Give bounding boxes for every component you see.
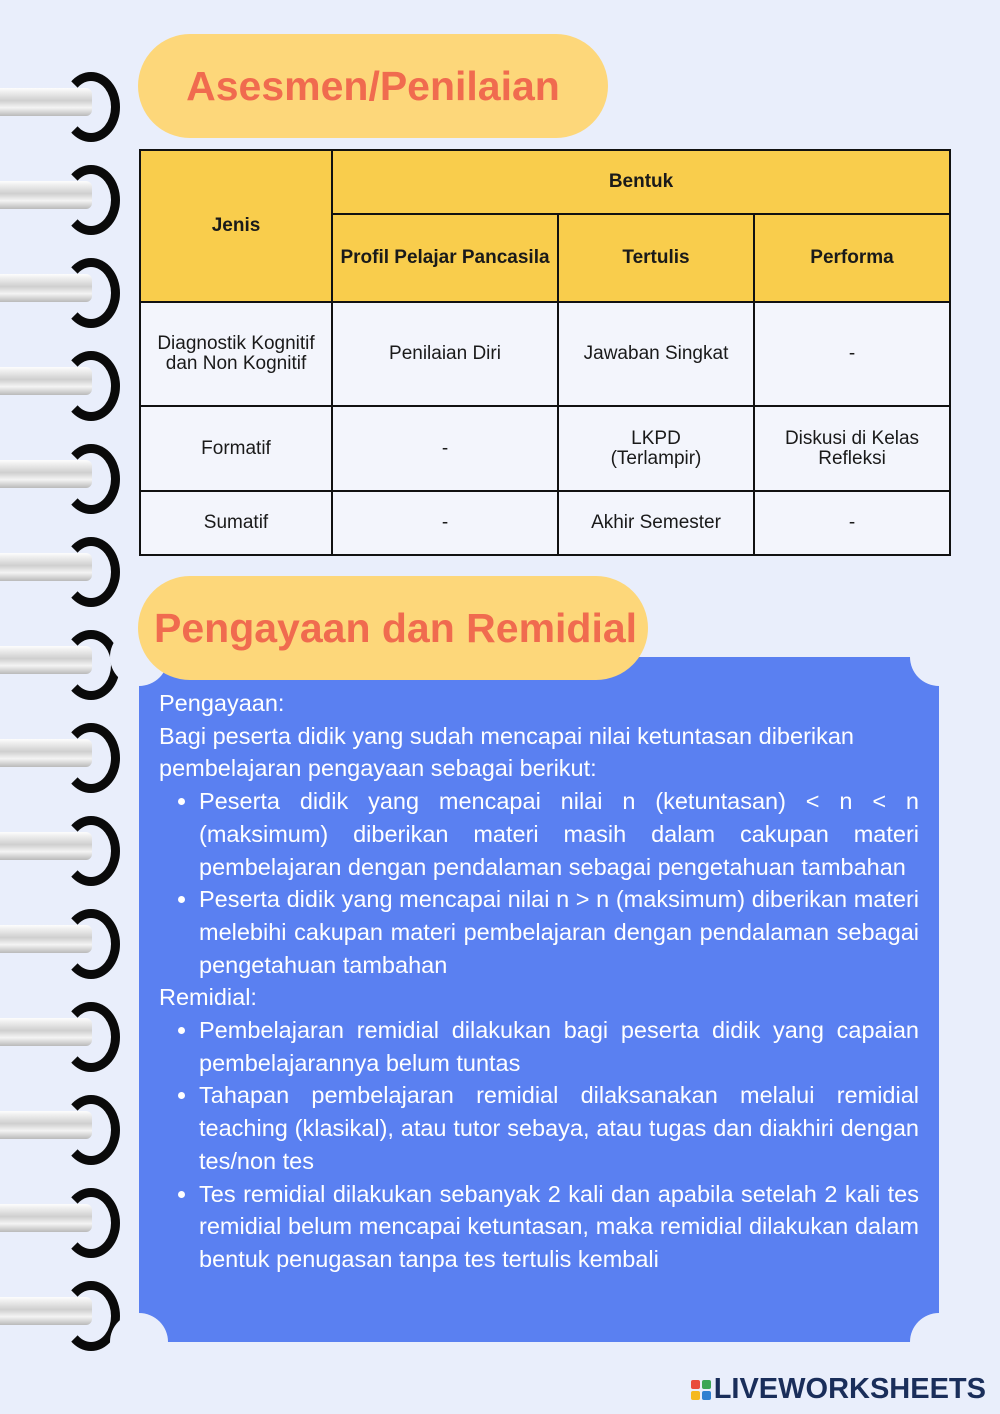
box-content xyxy=(159,687,919,1276)
spiral-ring-icon xyxy=(0,444,120,504)
cell-profil: - xyxy=(332,491,558,555)
logo-square xyxy=(691,1391,700,1400)
liveworksheets-logo xyxy=(691,1373,986,1406)
list-item: • Tes remidial dilakukan sebanyak 2 kali dan apabila setelah 2 kali tes remidial belum mencapai ketuntasan, maka remidial dilakukan dalam bentuk penugasan tanpa tes tertulis kembali xyxy=(199,1178,919,1276)
pengayaan-label: Pengayaan: xyxy=(159,690,285,716)
header-bentuk: Bentuk xyxy=(332,150,950,214)
table-row xyxy=(140,491,950,555)
cell-jenis: Diagnostik Kognitif dan Non Kognitif xyxy=(140,302,332,406)
asesmen-heading-pill xyxy=(138,34,608,138)
remidial-label: Remidial: xyxy=(159,984,257,1011)
logo-square xyxy=(702,1380,711,1389)
header-tertulis: Tertulis xyxy=(558,214,754,302)
table-row xyxy=(140,406,950,491)
asesmen-title: Asesmen/Penilaian xyxy=(186,62,560,109)
cell-jenis: Formatif xyxy=(140,406,332,491)
corner-notch xyxy=(910,1313,968,1371)
cell-tertulis: LKPD (Terlampir) xyxy=(558,406,754,491)
spiral-ring-icon xyxy=(0,1281,120,1341)
header-jenis: Jenis xyxy=(140,150,332,302)
list-item: • Tahapan pembelajaran remidial dilaksanakan melalui remidial teaching (klasikal), atau tutor sebaya, atau tugas dan diakhiri dengan tes/non tes xyxy=(199,1079,919,1177)
list-item: • Peserta didik yang mencapai nilai n (ketuntasan) < n < n (maksimum) diberikan materi masih dalam cakupan materi pembelajaran dengan pendalaman sebagai pengetahuan tambahan xyxy=(199,785,919,883)
asesmen-table xyxy=(139,149,951,556)
logo-square xyxy=(691,1380,700,1389)
table-row xyxy=(140,302,950,406)
list-item: • Pembelajaran remidial dilakukan bagi peserta didik yang capaian pembelajarannya belum tuntas xyxy=(199,1014,919,1079)
logo-square xyxy=(702,1391,711,1400)
remidial-list xyxy=(159,1014,919,1276)
spiral-ring-icon xyxy=(0,165,120,225)
pengayaan-title: Pengayaan dan Remidial xyxy=(154,604,638,651)
cell-jenis: Sumatif xyxy=(140,491,332,555)
spiral-binding xyxy=(0,0,130,1414)
brand-name: LIVEWORKSHEETS xyxy=(713,1373,986,1405)
spiral-ring-icon xyxy=(0,537,120,597)
header-performa: Performa xyxy=(754,214,950,302)
spiral-ring-icon xyxy=(0,816,120,876)
spiral-ring-icon xyxy=(0,723,120,783)
pengayaan-list xyxy=(159,785,919,981)
spiral-ring-icon xyxy=(0,1002,120,1062)
spiral-ring-icon xyxy=(0,1095,120,1155)
liveworksheets-logo-icon xyxy=(691,1380,711,1400)
spiral-ring-icon xyxy=(0,909,120,969)
cell-performa: - xyxy=(754,491,950,555)
spiral-ring-icon xyxy=(0,1188,120,1248)
table-header-row xyxy=(140,150,950,214)
header-profil: Profil Pelajar Pancasila xyxy=(332,214,558,302)
cell-profil: Penilaian Diri xyxy=(332,302,558,406)
list-item: • Peserta didik yang mencapai nilai n > n (maksimum) diberikan materi melebihi cakupan materi pembelajaran dengan pendalaman sebagai pengetahuan tambahan xyxy=(199,883,919,981)
pengayaan-remidial-box xyxy=(139,657,939,1342)
cell-tertulis: Akhir Semester xyxy=(558,491,754,555)
spiral-ring-icon xyxy=(0,72,120,132)
spiral-ring-icon xyxy=(0,630,120,690)
cell-tertulis: Jawaban Singkat xyxy=(558,302,754,406)
pengayaan-heading-pill xyxy=(138,576,648,680)
cell-performa: - xyxy=(754,302,950,406)
pengayaan-intro: Bagi peserta didik yang sudah mencapai nilai ketuntasan diberikan pembelajaran pengayaan sebagai berikut: xyxy=(159,722,855,782)
spiral-ring-icon xyxy=(0,351,120,411)
cell-profil: - xyxy=(332,406,558,491)
spiral-ring-icon xyxy=(0,258,120,318)
corner-notch xyxy=(910,628,968,686)
corner-notch xyxy=(110,1313,168,1371)
cell-performa: Diskusi di Kelas Refleksi xyxy=(754,406,950,491)
